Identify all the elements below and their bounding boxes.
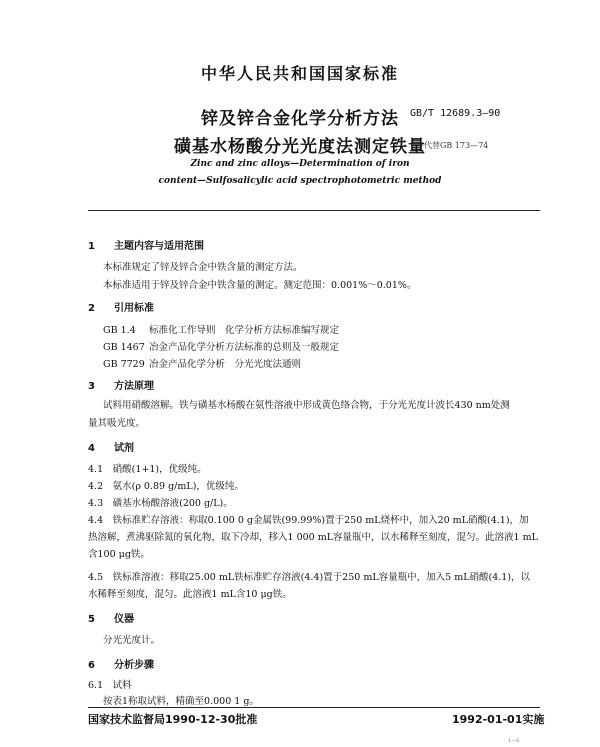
section-title: 主题内容与适用范围 — [114, 241, 204, 252]
footer-divider — [88, 707, 540, 708]
section-2-heading — [88, 299, 154, 314]
section-number: 3 — [88, 381, 95, 392]
reagent-item-continuation: 热溶解，煮沸驱除氮的氧化物，取下冷却，移入1 000 mL容量瓶中，以水稀释至刻度，混匀。此溶液1 mL — [88, 532, 538, 543]
section-title: 方法原理 — [114, 381, 154, 392]
section-1-heading — [88, 237, 204, 252]
header-divider — [88, 210, 540, 211]
paragraph: 试料用硝酸溶解。铁与磺基水杨酸在氨性溶液中形成黄色络合物，于分光光度计波长430 nm处测 — [103, 400, 510, 411]
reagent-item: 4.2 氨水(ρ 0.89 g/mL)，优级纯。 — [88, 481, 244, 492]
implementation-date: 1992-01-01实施 — [452, 713, 545, 726]
standard-number: GB/T 12689.3—90 — [410, 108, 501, 119]
approval-date: 国家技术监督局1990-12-30批准 — [88, 713, 258, 726]
page-mark: 1—6 — [508, 738, 520, 744]
reagent-item-continuation: 水稀释至刻度，混匀。此溶液1 mL含10 μg铁。 — [88, 589, 292, 600]
section-3-heading — [88, 377, 154, 392]
reference-item — [103, 339, 339, 353]
national-standard-heading: 中华人民共和国国家标准 — [200, 64, 399, 83]
section-title: 分析步骤 — [114, 660, 154, 671]
document-title-line1: 锌及锌合金化学分析方法 — [201, 109, 399, 129]
reagent-item: 4.3 磺基水杨酸溶液(200 g/L)。 — [88, 498, 233, 509]
subsection-heading: 6.1 试料 — [88, 680, 132, 691]
section-number: 5 — [88, 614, 95, 625]
paragraph: 分光光度计。 — [103, 635, 161, 646]
reference-code: GB 1467 — [103, 342, 145, 353]
document-title-line2: 磺基水杨酸分光光度法测定铁量 — [174, 137, 426, 157]
section-6-heading — [88, 656, 154, 671]
paragraph: 本标准规定了锌及锌合金中铁含量的测定方法。 — [103, 262, 303, 273]
section-4-heading — [88, 439, 134, 454]
reference-code: GB 1.4 — [103, 325, 136, 336]
reagent-item: 4.4 铁标准贮存溶液：称取0.100 0 g金属铁(99.99%)置于250 mL烧杯中，加入20 mL硝酸(4.1)，加 — [88, 515, 529, 526]
section-title: 试剂 — [114, 443, 134, 454]
section-number: 6 — [88, 660, 95, 671]
section-number: 2 — [88, 303, 95, 314]
paragraph: 本标准适用于锌及锌合金中铁含量的测定。测定范围：0.001%～0.01%。 — [103, 280, 417, 291]
english-title-line2: content—Sulfosalicylic acid spectrophotometric method — [158, 176, 442, 186]
english-title-line1: Zinc and zinc alloys—Determination of iron — [190, 159, 410, 169]
reference-text: 冶金产品化学分析方法标准的总则及一般规定 — [149, 342, 340, 353]
reagent-item-continuation: 含100 μg铁。 — [88, 549, 150, 560]
reference-text: 标准化工作导则 化学分析方法标准编写规定 — [149, 325, 340, 336]
section-title: 仪器 — [114, 614, 134, 625]
reagent-item: 4.1 硝酸(1+1)，优级纯。 — [88, 464, 207, 475]
reagent-item: 4.5 铁标准溶液：移取25.00 mL铁标准贮存溶液(4.4)置于250 mL容量瓶中，加入5 mL硝酸(4.1)，以 — [88, 572, 531, 583]
replaces-standard: 代替GB 173—74 — [424, 141, 489, 150]
section-5-heading — [88, 610, 134, 625]
paragraph-continuation: 量其吸光度。 — [88, 418, 146, 429]
reference-item — [103, 356, 301, 370]
paragraph: 按表1称取试料，精确至0.000 1 g。 — [103, 696, 259, 707]
section-number: 4 — [88, 443, 95, 454]
section-title: 引用标准 — [114, 303, 154, 314]
reference-code: GB 7729 — [103, 359, 145, 370]
reference-text: 冶金产品化学分析 分光光度法通则 — [149, 359, 302, 370]
section-number: 1 — [88, 241, 95, 252]
reference-item — [103, 322, 339, 336]
